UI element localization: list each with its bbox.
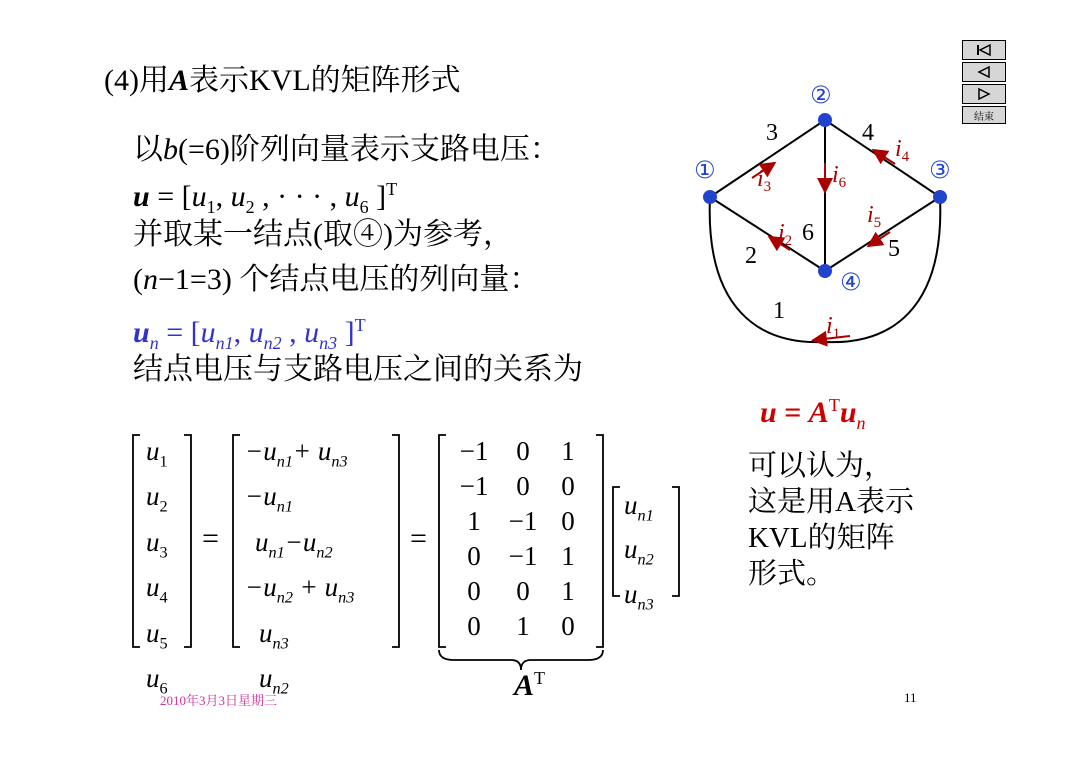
nav-next-button[interactable] xyxy=(962,84,1006,104)
matrix-cell: −1 xyxy=(508,541,538,571)
first-slide-icon xyxy=(974,43,994,57)
text-line-relation: 结点电压与支路电压之间的关系为 xyxy=(133,353,583,386)
matrix-cell: 1 xyxy=(516,611,530,641)
node-dot-4 xyxy=(818,264,832,278)
nav-end-button[interactable]: 结束 xyxy=(962,106,1006,124)
branch-number-2: 2 xyxy=(745,243,757,269)
brace-label-AT: $A^T$ xyxy=(514,668,546,702)
node-voltage-vector: $u_n = [u_{n1}$, $u_{n2}$ , $u_{n3}$ ]$^T$ xyxy=(133,315,366,353)
matrix-cell: 0 xyxy=(561,471,575,501)
nav-prev-button[interactable] xyxy=(962,62,1006,82)
vector-un xyxy=(624,488,654,621)
relation-formula: $u = A^Tu_n$ xyxy=(760,395,866,433)
text-line-node-voltage: (n−1=3) 个结点电压的列向量： xyxy=(133,263,540,296)
remark-line-1: 可以认为， xyxy=(748,450,894,482)
matrix-cell: 0 xyxy=(561,506,575,536)
node-dot-1 xyxy=(703,190,717,204)
matrix-equation xyxy=(130,432,750,698)
footer-date: 2010年3月3日星期三 xyxy=(160,693,278,708)
current-label-i3: $i_3$ xyxy=(757,166,772,195)
vector-u-entry: $u_1$ xyxy=(146,436,168,471)
matrix-cell: 1 xyxy=(561,541,575,571)
next-slide-icon xyxy=(974,87,994,101)
matrix-cell: 0 xyxy=(516,576,530,606)
node-label-3: ③ xyxy=(929,156,951,184)
vector-branch-expression: $-u_{n2} + u_{n3}$ xyxy=(245,572,355,607)
vector-u-entry: $u_2$ xyxy=(146,481,168,516)
matrix-cell: 0 xyxy=(516,436,530,466)
branch-number-1: 1 xyxy=(773,298,785,324)
vector-branch-expression: $u_{n3}$ xyxy=(259,617,289,652)
matrix-cell: 0 xyxy=(467,576,481,606)
vector-branch-expression: $u_{n1}-u_{n2}$ xyxy=(255,526,333,562)
node-label-2: ② xyxy=(810,81,832,109)
matrix-AT xyxy=(448,434,594,646)
matrix-cell: 0 xyxy=(561,611,575,641)
matrix-cell: 0 xyxy=(467,611,481,641)
branch-number-6: 6 xyxy=(802,220,814,246)
text-line-branch-voltage: 以b(=6)阶列向量表示支路电压： xyxy=(133,133,560,166)
vector-branch-expression: $-u_{n1}$ xyxy=(245,481,293,516)
matrix-cell: −1 xyxy=(459,436,489,466)
matrix-cell: −1 xyxy=(508,506,538,536)
remark-line-3: KVL的矩阵 xyxy=(748,522,895,554)
current-label-i4: $i_4$ xyxy=(895,136,910,165)
text-line-reference-node: 并取某一结点(取④)为参考， xyxy=(133,218,513,251)
matrix-cell: 0 xyxy=(467,541,481,571)
remark-line-2: 这是用A表示 xyxy=(748,486,914,518)
equals-sign-2: = xyxy=(410,522,427,555)
vector-branch-expression: $u_{n2}$ xyxy=(259,662,289,698)
matrix-cell: 0 xyxy=(516,471,530,501)
node-label-1: ① xyxy=(694,156,716,184)
vector-un-entry: $u_{n3}$ xyxy=(624,578,654,614)
node-dot-3 xyxy=(933,190,947,204)
node-label-4: ④ xyxy=(840,268,862,296)
vector-un-entry: $u_{n2}$ xyxy=(624,534,654,569)
remark-line-4: 形式。 xyxy=(748,558,836,590)
slide-heading: (4)用A表示KVL的矩阵形式 xyxy=(104,64,461,97)
branch-number-4: 4 xyxy=(862,120,874,146)
matrix-cell: 1 xyxy=(561,576,575,606)
edge-5 xyxy=(825,197,940,271)
equals-sign-1: = xyxy=(202,522,219,555)
prev-slide-icon xyxy=(974,65,994,79)
current-label-i1: $i_1$ xyxy=(826,313,841,342)
current-label-i2: $i_2$ xyxy=(778,220,793,249)
footer-page-number: 11 xyxy=(904,690,917,705)
vector-branch-expression: $-u_{n1}+ u_{n3}$ xyxy=(245,436,348,471)
node-dot-2 xyxy=(818,113,832,127)
nav-first-button[interactable] xyxy=(962,40,1006,60)
vector-u-entry: $u_4$ xyxy=(146,572,168,607)
vector-branch-expressions xyxy=(245,434,354,706)
vector-u-entry: $u_6$ xyxy=(146,662,168,698)
arrow-i5 xyxy=(870,232,890,245)
vector-u xyxy=(146,434,168,706)
branch-number-5: 5 xyxy=(888,236,900,262)
current-label-i5: $i_5$ xyxy=(867,202,882,231)
branch-voltage-vector: $u = [u_1$, $u_2$ , · · · , $u_6$ ]$^T$ xyxy=(133,179,398,217)
current-label-i6: $i_6$ xyxy=(832,162,847,191)
branch-number-3: 3 xyxy=(766,120,778,146)
vector-u-entry: $u_3$ xyxy=(146,526,168,562)
network-graph xyxy=(690,75,970,365)
arrow-i4 xyxy=(875,151,895,164)
vector-u-entry: $u_5$ xyxy=(146,617,168,652)
remark-text xyxy=(748,448,914,592)
matrix-cell: 1 xyxy=(467,506,481,536)
vector-un-entry: $u_{n1}$ xyxy=(624,490,654,525)
matrix-cell: 1 xyxy=(561,436,575,466)
matrix-cell: −1 xyxy=(459,471,489,501)
